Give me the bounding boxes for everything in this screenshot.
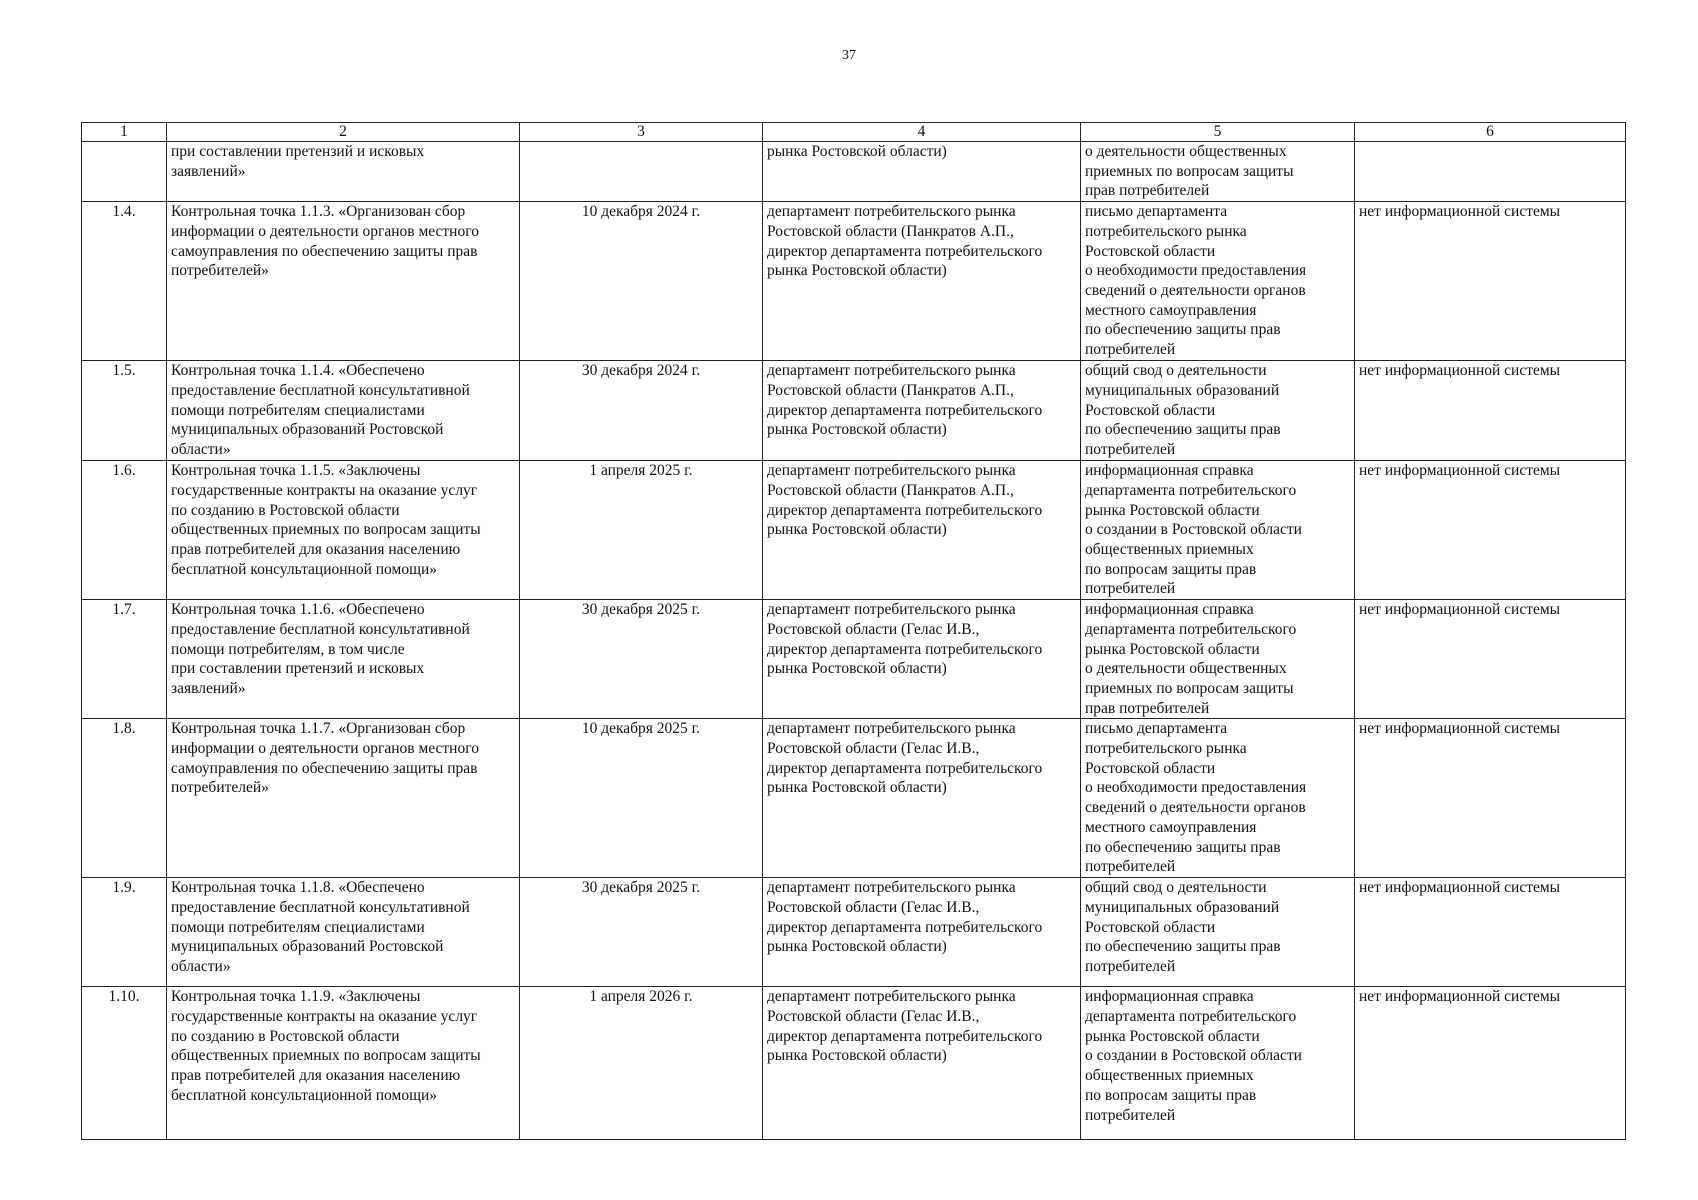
column-header: 3 bbox=[520, 123, 763, 142]
control-point-cell: Контрольная точка 1.1.9. «Заключены государственные контракты на оказание услуг по созданию в Ростовской области общественных приемных по вопросам защиты прав потребителей для оказания населению бесплатной консультационной помощи» bbox=[167, 987, 520, 1140]
control-point-cell: Контрольная точка 1.1.4. «Обеспечено предоставление бесплатной консультативной помощи потребителям специалистами муниципальных образований Ростовской области» bbox=[167, 361, 520, 461]
responsible-cell: департамент потребительского рынка Ростовской области (Гелас И.В., директор департамента потребительского рынка Ростовской области) bbox=[763, 987, 1081, 1140]
responsible-cell: департамент потребительского рынка Ростовской области (Гелас И.В., директор департамента потребительского рынка Ростовской области) bbox=[763, 719, 1081, 878]
document-cell: письмо департамента потребительского рынка Ростовской области о необходимости предоставления сведений о деятельности органов местного самоуправления по обеспечению защиты прав потребителей bbox=[1081, 719, 1355, 878]
responsible-cell: департамент потребительского рынка Ростовской области (Панкратов А.П., директор департамента потребительского рынка Ростовской области) bbox=[763, 202, 1081, 361]
date-cell bbox=[520, 142, 763, 202]
control-point-cell: при составлении претензий и исковых заявлений» bbox=[167, 142, 520, 202]
info-system-cell: нет информационной системы bbox=[1355, 719, 1626, 878]
responsible-cell: департамент потребительского рынка Ростовской области (Гелас И.В., директор департамента потребительского рынка Ростовской области) bbox=[763, 878, 1081, 987]
row-number-cell: 1.10. bbox=[82, 987, 167, 1140]
table-row bbox=[82, 142, 1626, 202]
row-number-cell bbox=[82, 142, 167, 202]
info-system-cell: нет информационной системы bbox=[1355, 461, 1626, 600]
date-cell: 1 апреля 2026 г. bbox=[520, 987, 763, 1140]
date-cell: 30 декабря 2025 г. bbox=[520, 878, 763, 987]
info-system-cell: нет информационной системы bbox=[1355, 878, 1626, 987]
info-system-cell: нет информационной системы bbox=[1355, 202, 1626, 361]
table-row bbox=[82, 361, 1626, 461]
info-system-cell bbox=[1355, 142, 1626, 202]
row-number-cell: 1.4. bbox=[82, 202, 167, 361]
row-number-cell: 1.8. bbox=[82, 719, 167, 878]
table-row bbox=[82, 461, 1626, 600]
responsible-cell: департамент потребительского рынка Ростовской области (Панкратов А.П., директор департамента потребительского рынка Ростовской области) bbox=[763, 361, 1081, 461]
document-cell: о деятельности общественных приемных по вопросам защиты прав потребителей bbox=[1081, 142, 1355, 202]
document-cell: информационная справка департамента потребительского рынка Ростовской области о создании в Ростовской области общественных приемных по вопросам защиты прав потребителей bbox=[1081, 987, 1355, 1140]
document-cell: информационная справка департамента потребительского рынка Ростовской области о деятельности общественных приемных по вопросам защиты прав потребителей bbox=[1081, 600, 1355, 719]
document-cell: общий свод о деятельности муниципальных образований Ростовской области по обеспечению защиты прав потребителей bbox=[1081, 361, 1355, 461]
document-cell: информационная справка департамента потребительского рынка Ростовской области о создании в Ростовской области общественных приемных по вопросам защиты прав потребителей bbox=[1081, 461, 1355, 600]
info-system-cell: нет информационной системы bbox=[1355, 361, 1626, 461]
date-cell: 10 декабря 2025 г. bbox=[520, 719, 763, 878]
table-row bbox=[82, 202, 1626, 361]
column-header: 5 bbox=[1081, 123, 1355, 142]
info-system-cell: нет информационной системы bbox=[1355, 600, 1626, 719]
column-header: 4 bbox=[763, 123, 1081, 142]
column-header: 1 bbox=[82, 123, 167, 142]
info-system-cell: нет информационной системы bbox=[1355, 987, 1626, 1140]
document-cell: письмо департамента потребительского рынка Ростовской области о необходимости предоставления сведений о деятельности органов местного самоуправления по обеспечению защиты прав потребителей bbox=[1081, 202, 1355, 361]
responsible-cell: рынка Ростовской области) bbox=[763, 142, 1081, 202]
control-point-cell: Контрольная точка 1.1.7. «Организован сбор информации о деятельности органов местного самоуправления по обеспечению защиты прав потребителей» bbox=[167, 719, 520, 878]
row-number-cell: 1.6. bbox=[82, 461, 167, 600]
table-row bbox=[82, 987, 1626, 1140]
page-number: 37 bbox=[842, 48, 856, 63]
column-header: 2 bbox=[167, 123, 520, 142]
row-number-cell: 1.9. bbox=[82, 878, 167, 987]
control-point-cell: Контрольная точка 1.1.3. «Организован сбор информации о деятельности органов местного самоуправления по обеспечению защиты прав потребителей» bbox=[167, 202, 520, 361]
responsible-cell: департамент потребительского рынка Ростовской области (Гелас И.В., директор департамента потребительского рынка Ростовской области) bbox=[763, 600, 1081, 719]
document-cell: общий свод о деятельности муниципальных образований Ростовской области по обеспечению защиты прав потребителей bbox=[1081, 878, 1355, 987]
date-cell: 30 декабря 2025 г. bbox=[520, 600, 763, 719]
row-number-cell: 1.7. bbox=[82, 600, 167, 719]
control-point-cell: Контрольная точка 1.1.6. «Обеспечено предоставление бесплатной консультативной помощи потребителям, в том числе при составлении претензий и исковых заявлений» bbox=[167, 600, 520, 719]
table-row bbox=[82, 719, 1626, 878]
control-point-cell: Контрольная точка 1.1.5. «Заключены государственные контракты на оказание услуг по созданию в Ростовской области общественных приемных по вопросам защиты прав потребителей для оказания населению бесплатной консультационной помощи» bbox=[167, 461, 520, 600]
table-row bbox=[82, 878, 1626, 987]
responsible-cell: департамент потребительского рынка Ростовской области (Панкратов А.П., директор департамента потребительского рынка Ростовской области) bbox=[763, 461, 1081, 600]
control-points-table bbox=[81, 122, 1626, 1140]
table-row bbox=[82, 600, 1626, 719]
row-number-cell: 1.5. bbox=[82, 361, 167, 461]
date-cell: 1 апреля 2025 г. bbox=[520, 461, 763, 600]
date-cell: 30 декабря 2024 г. bbox=[520, 361, 763, 461]
date-cell: 10 декабря 2024 г. bbox=[520, 202, 763, 361]
column-header: 6 bbox=[1355, 123, 1626, 142]
table-header-row bbox=[82, 123, 1626, 142]
control-point-cell: Контрольная точка 1.1.8. «Обеспечено предоставление бесплатной консультативной помощи потребителям специалистами муниципальных образований Ростовской области» bbox=[167, 878, 520, 987]
